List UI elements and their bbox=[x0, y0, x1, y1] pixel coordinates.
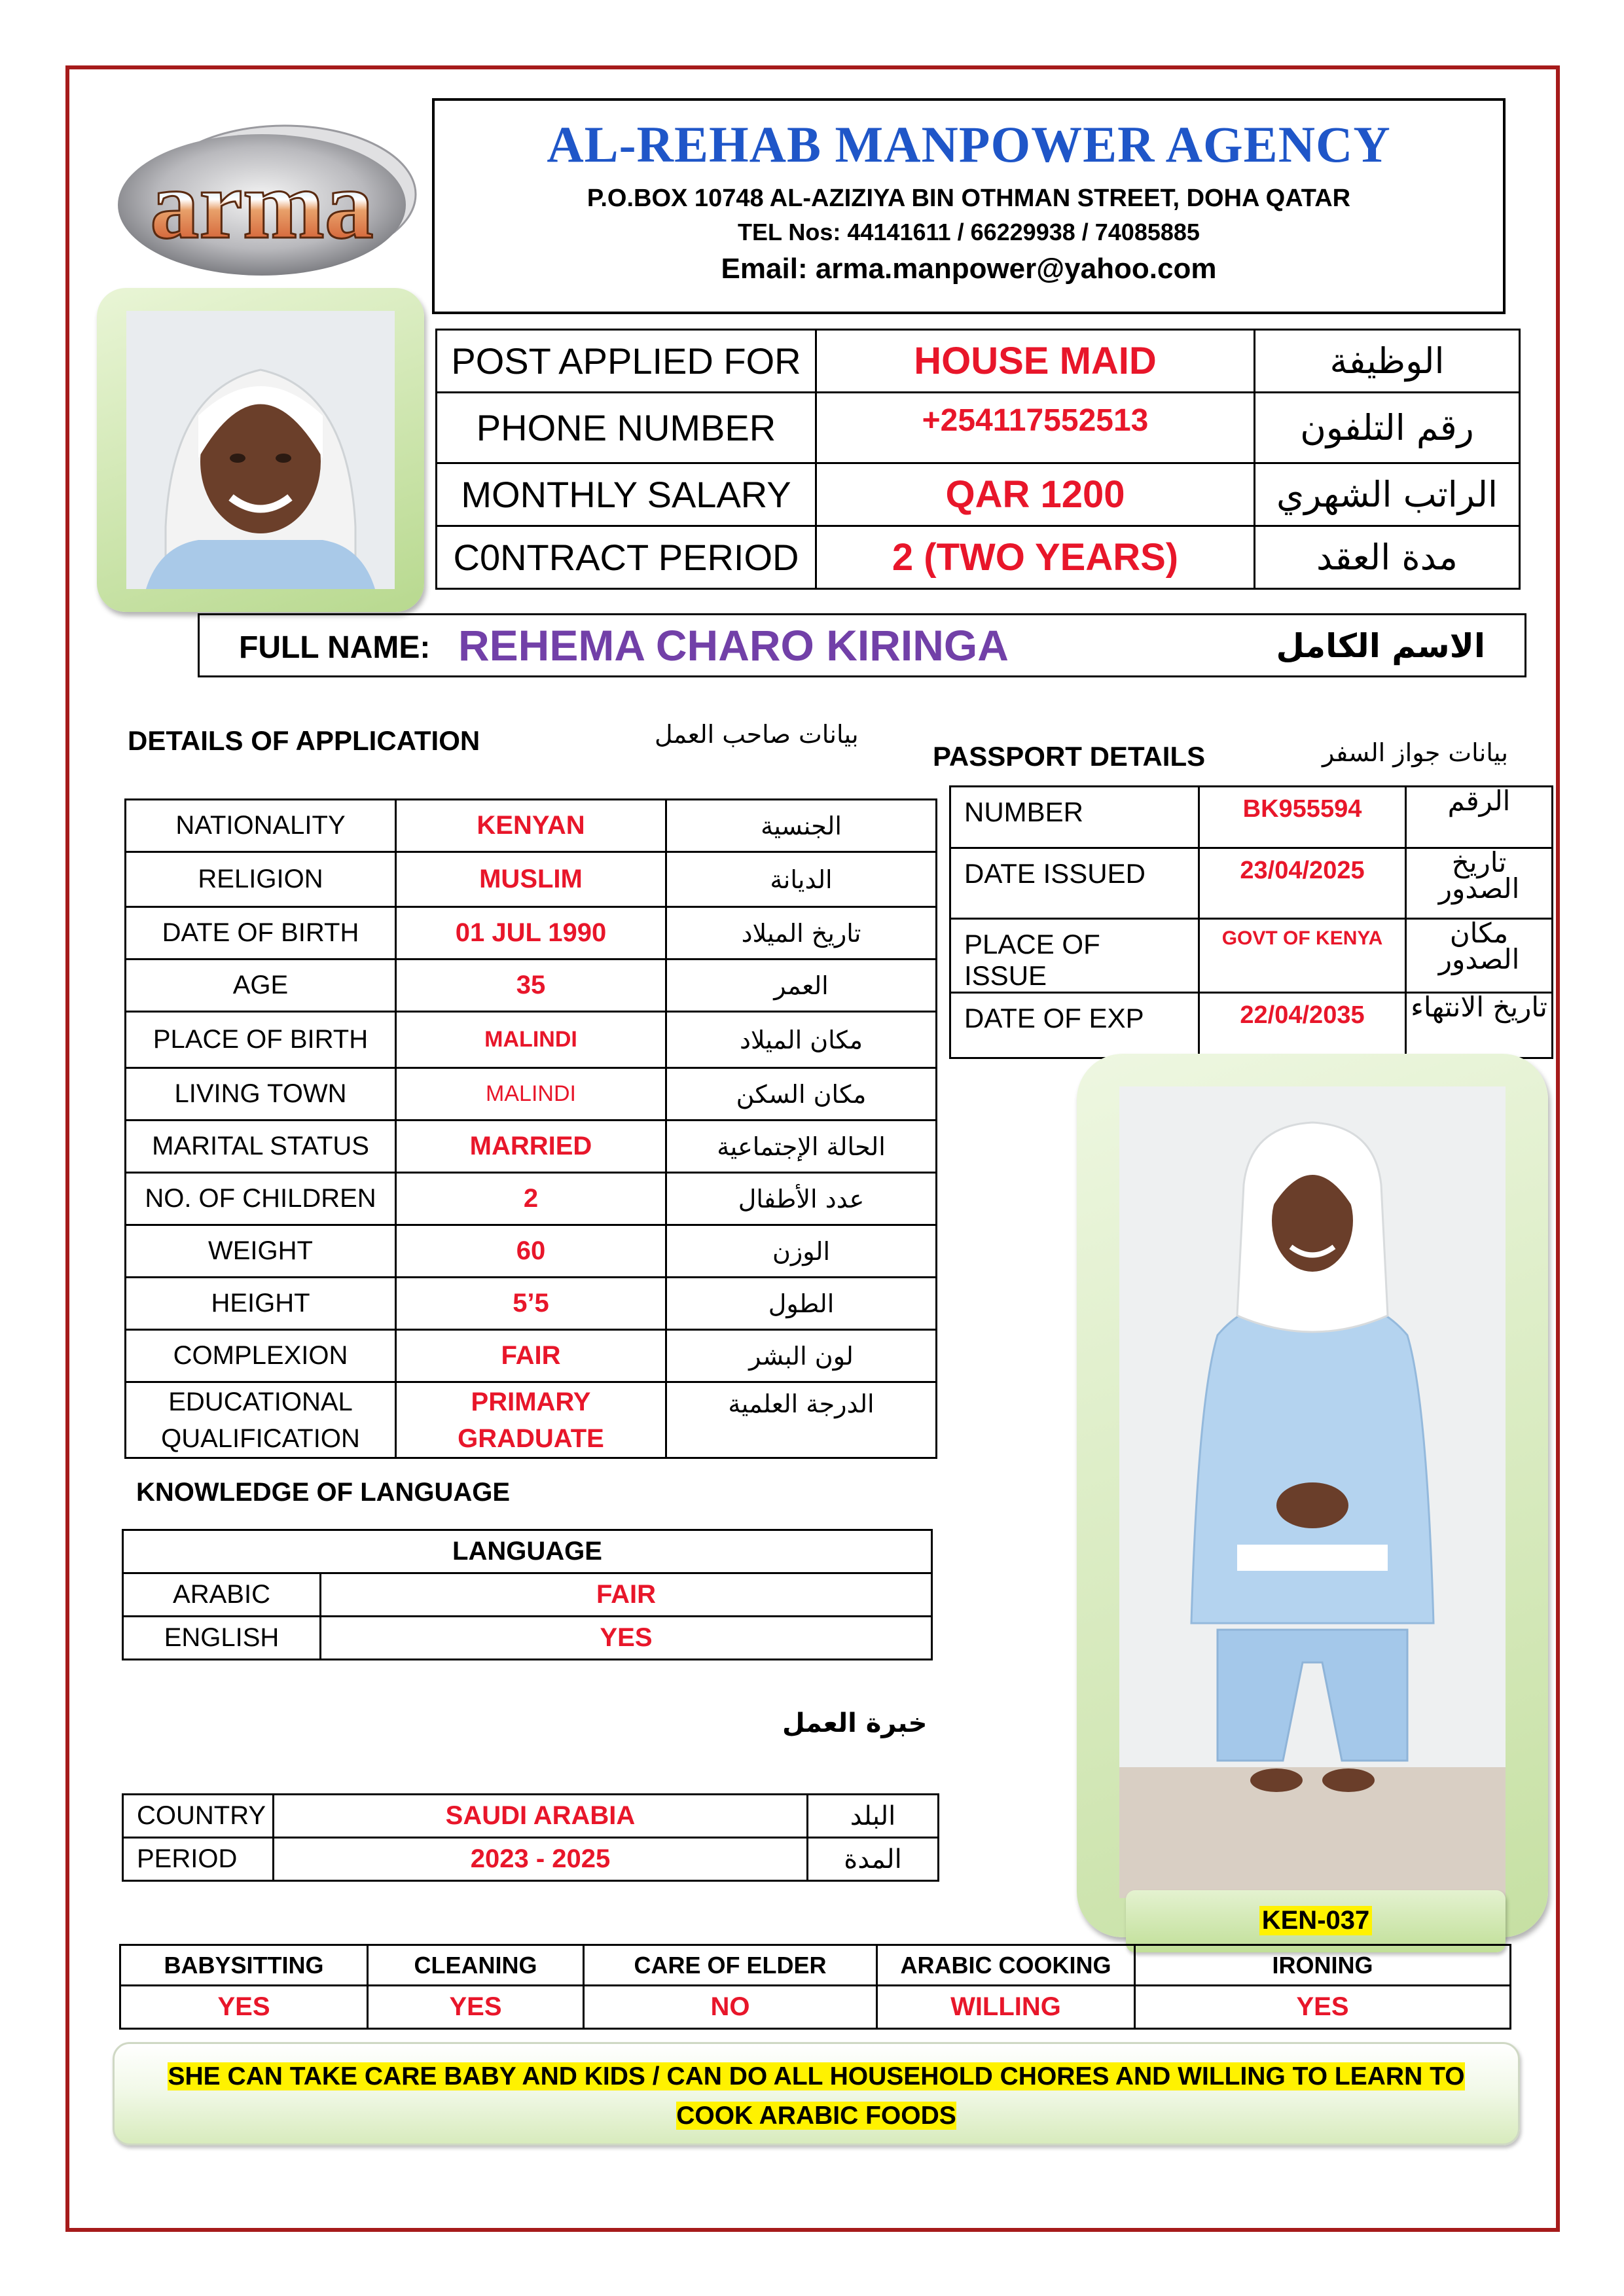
table-row bbox=[126, 907, 937, 960]
complexion-value: FAIR bbox=[396, 1330, 666, 1382]
place-of-issue-arabic: مكان الصدور bbox=[1406, 919, 1553, 993]
skill-babysitting-header: BABYSITTING bbox=[120, 1945, 368, 1986]
weight-label: WEIGHT bbox=[126, 1225, 396, 1278]
table-row bbox=[126, 1173, 937, 1225]
skill-arabic-cooking-value: WILLING bbox=[877, 1986, 1135, 2029]
education-label: EDUCATIONAL QUALIFICATION bbox=[126, 1382, 396, 1458]
salary-label: MONTHLY SALARY bbox=[437, 463, 816, 526]
agency-email: Email: arma.manpower@yahoo.com bbox=[721, 253, 1217, 285]
table-row bbox=[123, 1617, 932, 1660]
religion-label: RELIGION bbox=[126, 852, 396, 907]
agency-logo bbox=[111, 121, 432, 285]
post-value: HOUSE MAID bbox=[816, 330, 1255, 393]
table-row bbox=[126, 1225, 937, 1278]
table-row bbox=[126, 1012, 937, 1068]
contract-label: C0NTRACT PERIOD bbox=[437, 526, 816, 589]
full-body-photo bbox=[1119, 1086, 1506, 1898]
salary-value: QAR 1200 bbox=[816, 463, 1255, 526]
full-body-photo-frame bbox=[1077, 1054, 1548, 1937]
dob-value: 01 JUL 1990 bbox=[396, 907, 666, 960]
english-language-label: ENGLISH bbox=[123, 1617, 321, 1660]
date-of-exp-value: 22/04/2035 bbox=[1199, 993, 1406, 1058]
passport-number-arabic: الرقم bbox=[1406, 787, 1553, 848]
language-header: LANGUAGE bbox=[123, 1530, 932, 1573]
date-issued-value: 23/04/2025 bbox=[1199, 848, 1406, 919]
nationality-label: NATIONALITY bbox=[126, 800, 396, 852]
table-row bbox=[437, 463, 1520, 526]
living-town-value: MALINDI bbox=[396, 1068, 666, 1121]
table-row bbox=[437, 393, 1520, 463]
date-of-exp-label: DATE OF EXP bbox=[950, 993, 1199, 1058]
living-town-arabic: مكان السكن bbox=[666, 1068, 937, 1121]
agency-address: P.O.BOX 10748 AL-AZIZIYA BIN OTHMAN STREET, DOHA QATAR bbox=[586, 185, 1351, 212]
reference-code: KEN-037 bbox=[1259, 1906, 1373, 1935]
height-value: 5’5 bbox=[396, 1278, 666, 1330]
arabic-language-label: ARABIC bbox=[123, 1573, 321, 1617]
full-name-box bbox=[198, 613, 1526, 677]
english-language-value: YES bbox=[321, 1617, 932, 1660]
table-row bbox=[120, 1945, 1511, 1986]
place-of-issue-value: GOVT OF KENYA bbox=[1199, 919, 1406, 993]
height-arabic: الطول bbox=[666, 1278, 937, 1330]
agency-name: AL-REHAB MANPOWER AGENCY bbox=[547, 116, 1391, 173]
table-row bbox=[437, 330, 1520, 393]
portrait-photo-frame bbox=[97, 288, 424, 612]
skill-care-of-elder-header: CARE OF ELDER bbox=[584, 1945, 877, 1986]
post-label: POST APPLIED FOR bbox=[437, 330, 816, 393]
height-label: HEIGHT bbox=[126, 1278, 396, 1330]
passport-number-label: NUMBER bbox=[950, 787, 1199, 848]
marital-status-label: MARITAL STATUS bbox=[126, 1121, 396, 1173]
weight-arabic: الوزن bbox=[666, 1225, 937, 1278]
table-row bbox=[950, 993, 1553, 1058]
weight-value: 60 bbox=[396, 1225, 666, 1278]
country-arabic: البلد bbox=[808, 1795, 939, 1838]
marital-status-value: MARRIED bbox=[396, 1121, 666, 1173]
passport-title: PASSPORT DETAILS bbox=[933, 741, 1206, 772]
place-of-birth-value: MALINDI bbox=[396, 1012, 666, 1068]
living-town-label: LIVING TOWN bbox=[126, 1068, 396, 1121]
place-of-birth-label: PLACE OF BIRTH bbox=[126, 1012, 396, 1068]
portrait-photo bbox=[126, 311, 395, 589]
age-label: AGE bbox=[126, 960, 396, 1012]
table-row bbox=[123, 1573, 932, 1617]
education-value: PRIMARY GRADUATE bbox=[396, 1382, 666, 1458]
complexion-arabic: لون البشر bbox=[666, 1330, 937, 1382]
arabic-language-value: FAIR bbox=[321, 1573, 932, 1617]
table-row bbox=[437, 526, 1520, 589]
table-row bbox=[123, 1795, 939, 1838]
phone-label: PHONE NUMBER bbox=[437, 393, 816, 463]
passport-details-table bbox=[949, 785, 1553, 1059]
religion-arabic: الديانة bbox=[666, 852, 937, 907]
table-row bbox=[126, 1330, 937, 1382]
children-value: 2 bbox=[396, 1173, 666, 1225]
table-row bbox=[126, 1121, 937, 1173]
skills-table bbox=[119, 1944, 1511, 2030]
table-row bbox=[120, 1986, 1511, 2029]
remarks-box bbox=[113, 2042, 1520, 2145]
skill-cleaning-header: CLEANING bbox=[368, 1945, 584, 1986]
language-title: KNOWLEDGE OF LANGUAGE bbox=[136, 1478, 511, 1507]
table-row bbox=[126, 960, 937, 1012]
children-label: NO. OF CHILDREN bbox=[126, 1173, 396, 1225]
table-row bbox=[126, 852, 937, 907]
passport-number-value: BK955594 bbox=[1199, 787, 1406, 848]
period-arabic: المدة bbox=[808, 1838, 939, 1881]
place-of-birth-arabic: مكان الميلاد bbox=[666, 1012, 937, 1068]
table-row bbox=[950, 919, 1553, 993]
skill-care-of-elder-value: NO bbox=[584, 1986, 877, 2029]
nationality-arabic: الجنسية bbox=[666, 800, 937, 852]
country-label: COUNTRY bbox=[123, 1795, 274, 1838]
work-experience-table bbox=[122, 1793, 939, 1882]
table-row bbox=[950, 787, 1553, 848]
details-title: DETAILS OF APPLICATION bbox=[128, 725, 480, 756]
date-of-exp-arabic: تاريخ الانتهاء bbox=[1406, 993, 1553, 1058]
country-value: SAUDI ARABIA bbox=[274, 1795, 808, 1838]
table-row bbox=[123, 1838, 939, 1881]
nationality-value: KENYAN bbox=[396, 800, 666, 852]
details-title-arabic: بيانات صاحب العمل bbox=[655, 720, 859, 749]
age-value: 35 bbox=[396, 960, 666, 1012]
skill-arabic-cooking-header: ARABIC COOKING bbox=[877, 1945, 1135, 1986]
table-row bbox=[126, 800, 937, 852]
full-name-label: FULL NAME: bbox=[239, 630, 431, 665]
dob-label: DATE OF BIRTH bbox=[126, 907, 396, 960]
period-value: 2023 - 2025 bbox=[274, 1838, 808, 1881]
contract-arabic: مدة العقد bbox=[1255, 526, 1520, 589]
table-row bbox=[123, 1530, 932, 1573]
skill-cleaning-value: YES bbox=[368, 1986, 584, 2029]
marital-status-arabic: الحالة الإجتماعية bbox=[666, 1121, 937, 1173]
logo-text: arma bbox=[150, 151, 374, 259]
education-arabic: الدرجة العلمية bbox=[666, 1382, 937, 1458]
skill-babysitting-value: YES bbox=[120, 1986, 368, 2029]
table-row bbox=[126, 1382, 937, 1458]
work-experience-title: خبرة العمل bbox=[782, 1708, 928, 1738]
remarks-text: SHE CAN TAKE CARE BABY AND KIDS / CAN DO ALL HOUSEHOLD CHORES AND WILLING TO LEARN TO COOK ARABIC FOODS bbox=[168, 2062, 1465, 2130]
date-issued-arabic: تاريخ الصدور bbox=[1406, 848, 1553, 919]
dob-arabic: تاريخ الميلاد bbox=[666, 907, 937, 960]
table-row bbox=[126, 1278, 937, 1330]
skill-ironing-value: YES bbox=[1135, 1986, 1511, 2029]
phone-arabic: رقم التلفون bbox=[1255, 393, 1520, 463]
table-row bbox=[126, 1068, 937, 1121]
agency-header bbox=[432, 98, 1506, 314]
reference-code-label bbox=[1126, 1890, 1506, 1952]
period-label: PERIOD bbox=[123, 1838, 274, 1881]
age-arabic: العمر bbox=[666, 960, 937, 1012]
contract-value: 2 (TWO YEARS) bbox=[816, 526, 1255, 589]
skill-ironing-header: IRONING bbox=[1135, 1945, 1511, 1986]
position-info-table bbox=[435, 329, 1521, 590]
table-row bbox=[950, 848, 1553, 919]
agency-tel: TEL Nos: 44141611 / 66229938 / 74085885 bbox=[738, 219, 1200, 245]
full-name-arabic: الاسم الكامل bbox=[1276, 627, 1485, 665]
application-details-table bbox=[124, 798, 937, 1459]
children-arabic: عدد الأطفال bbox=[666, 1173, 937, 1225]
religion-value: MUSLIM bbox=[396, 852, 666, 907]
passport-title-arabic: بيانات جواز السفر bbox=[1322, 738, 1508, 767]
date-issued-label: DATE ISSUED bbox=[950, 848, 1199, 919]
complexion-label: COMPLEXION bbox=[126, 1330, 396, 1382]
post-arabic: الوظيفة bbox=[1255, 330, 1520, 393]
full-name-value: REHEMA CHARO KIRINGA bbox=[458, 621, 1009, 670]
place-of-issue-label: PLACE OF ISSUE bbox=[950, 919, 1199, 993]
phone-value: +254117552513 bbox=[816, 393, 1255, 463]
salary-arabic: الراتب الشهري bbox=[1255, 463, 1520, 526]
language-table bbox=[122, 1529, 933, 1660]
